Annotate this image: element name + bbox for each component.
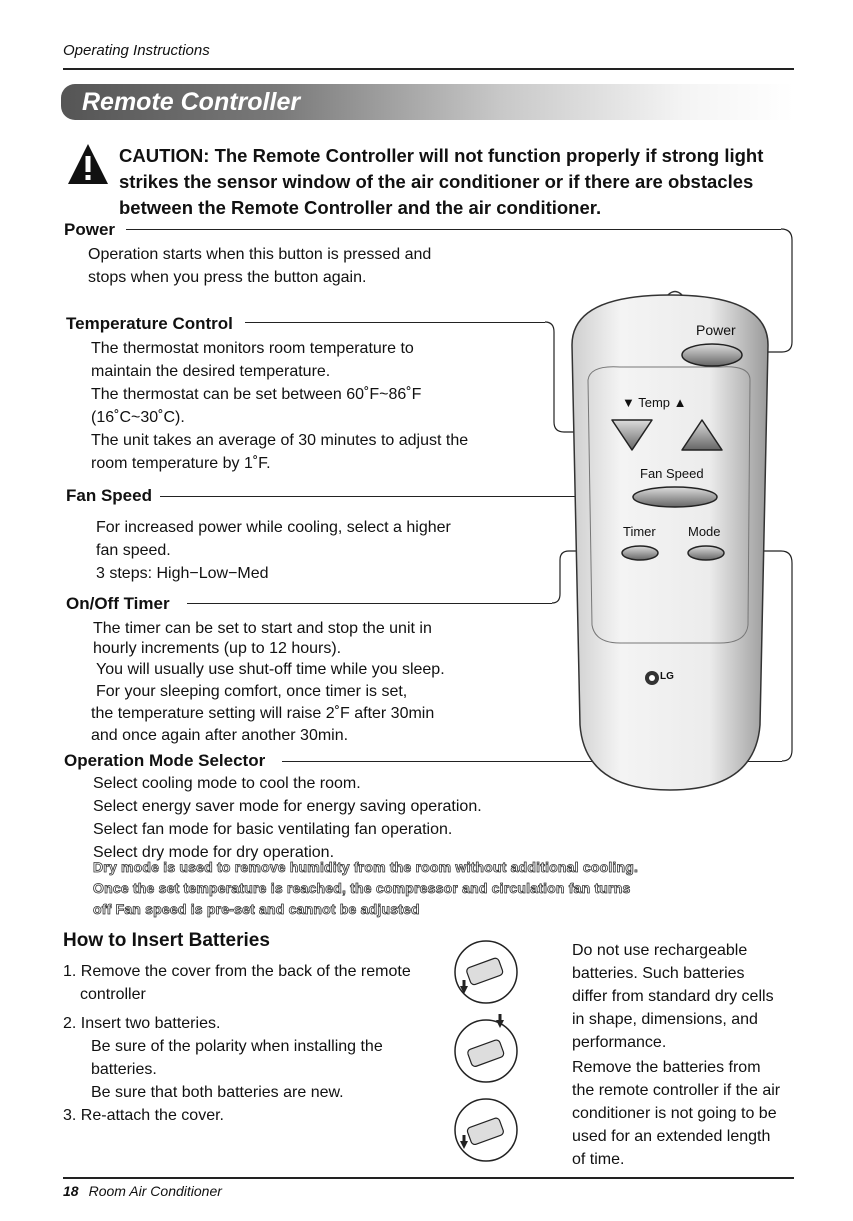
power-title: Power [64,220,116,239]
text-line: performance. [572,1034,667,1051]
text-line: Select cooling mode to cool the room. [93,775,361,792]
footer-divider [63,1177,794,1179]
text-line: and once again after another 30min. [91,727,349,744]
text-line: The thermostat monitors room temperature to [91,340,414,357]
remote-temp-label: ▼ Temp ▲ [622,395,687,410]
text-line: Select energy saver mode for energy saving operation. [93,798,482,815]
text-line: For increased power while cooling, select a higher [96,519,451,536]
page-number: 18 [63,1183,79,1199]
text-line: fan speed. [96,542,171,559]
remote-timer-label: Timer [623,524,656,539]
text-line: controller [80,986,146,1003]
text-line: (16˚C~30˚C). [91,409,185,426]
remove-batteries-note [572,1056,802,1171]
rechargeable-warning [572,939,802,1054]
text-line: maintain the desired temperature. [91,363,331,380]
battery-step-1 [63,960,411,1006]
text-line: Do not use rechargeable [572,942,748,959]
text-line: Remove the batteries from [572,1059,761,1076]
caution-text: CAUTION: The Remote Controller will not function properly if strong light strikes the sensor window of the air conditioner or if there are obstacles between the Remote Controller and the air conditioner. [119,145,764,218]
text-line: Be sure that both batteries are new. [91,1084,344,1101]
brand-logo: LG [660,671,674,682]
text-line: 3 steps: High−Low−Med [96,565,269,582]
text-line: batteries. [91,1061,157,1078]
battery-step-2 [63,1012,383,1104]
timer-title: On/Off Timer [66,594,170,613]
fan-speed-title: Fan Speed [66,486,152,505]
text-line: differ from standard dry cells [572,988,774,1005]
text-line: For your sleeping comfort, once timer is set, [96,683,408,700]
remote-power-label: Power [696,322,736,338]
batteries-title: How to Insert Batteries [63,930,270,951]
text-line: 2. Insert two batteries. [63,1015,221,1032]
text-line: You will usually use shut-off time while you sleep. [96,661,445,678]
text-line: the temperature setting will raise 2˚F after 30min [91,705,435,722]
mode-title: Operation Mode Selector [64,751,266,770]
battery-steps-image [450,936,522,1166]
text-line: used for an extended length [572,1128,771,1145]
text-line: Dry mode is used to remove humidity from the room without additional cooling. [93,859,639,875]
text-line: batteries. Such batteries [572,965,745,982]
remote-mode-label: Mode [688,524,721,539]
text-line: room temperature by 1˚F. [91,455,271,472]
footer-title: Room Air Conditioner [88,1183,222,1199]
text-line: stops when you press the button again. [88,269,367,286]
text-line: Select fan mode for basic ventilating fan operation. [93,821,453,838]
text-line: hourly increments (up to 12 hours). [93,640,342,657]
text-line: of time. [572,1151,625,1168]
text-line: 1. Remove the cover from the back of the remote [63,963,411,980]
temperature-title: Temperature Control [66,314,233,333]
text-line: The thermostat can be set between 60˚F~86˚F [91,386,422,403]
text-line: conditioner is not going to be [572,1105,777,1122]
text-line: Once the set temperature is reached, the compressor and circulation fan turns [93,880,631,896]
text-line: Be sure of the polarity when installing the [91,1038,383,1055]
section-title: Remote Controller [82,88,301,116]
page-footer [63,1183,222,1199]
text-line: off Fan speed is pre-set and cannot be adjusted [93,901,420,917]
battery-step-3: 3. Re-attach the cover. [63,1107,224,1124]
text-line: in shape, dimensions, and [572,1011,758,1028]
text-line: Operation starts when this button is pressed and [88,246,432,263]
text-line: Select dry mode for dry operation. [93,844,335,861]
page-header: Operating Instructions [63,42,210,59]
text-line: The unit takes an average of 30 minutes to adjust the [91,432,469,449]
text-line: the remote controller if the air [572,1082,781,1099]
remote-fan-label: Fan Speed [640,466,704,481]
remote-controller-image [560,285,780,805]
text-line: The timer can be set to start and stop the unit in [93,620,432,637]
